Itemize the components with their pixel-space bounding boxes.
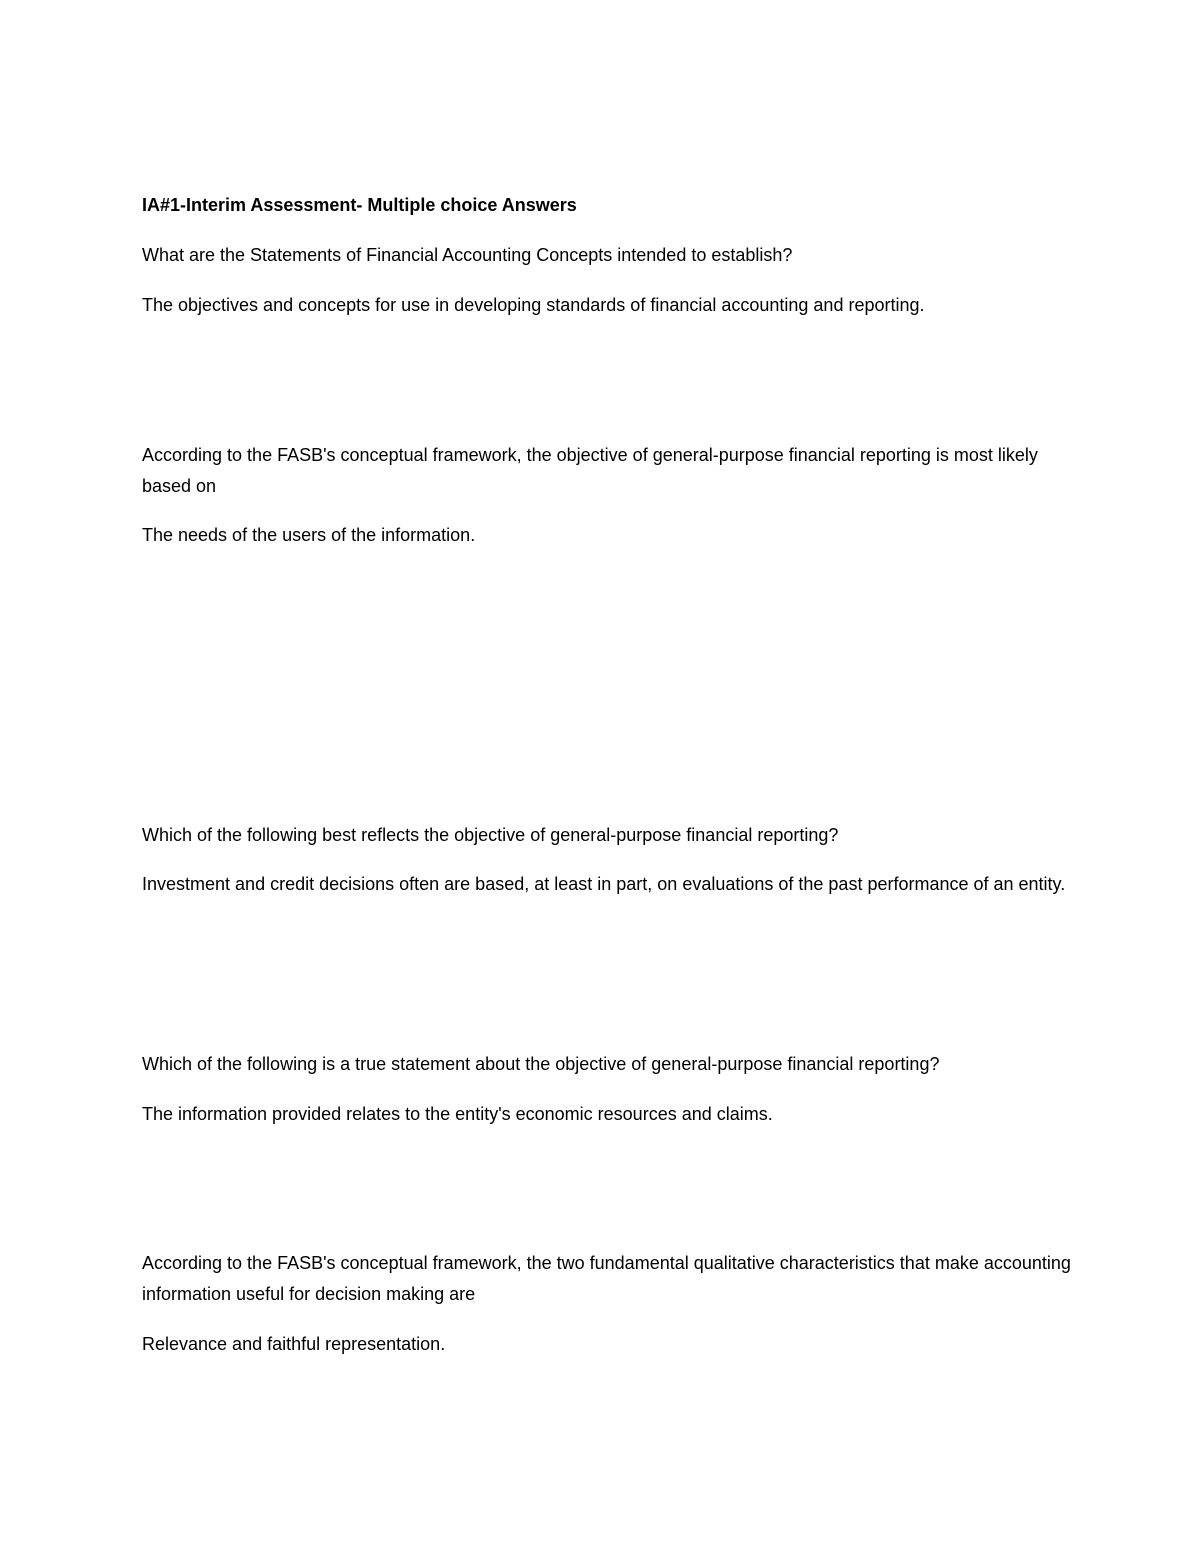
question-5: According to the FASB's conceptual framework, the two fundamental qualitative characteristics that make accounting information useful for decision making are — [142, 1253, 1071, 1304]
question-4: Which of the following is a true statement about the objective of general-purpose financial reporting? — [142, 1054, 940, 1074]
question-3: Which of the following best reflects the objective of general-purpose financial reporting? — [142, 825, 839, 845]
answer-3: Investment and credit decisions often are based, at least in part, on evaluations of the past performance of an entity. — [142, 874, 1066, 894]
question-1: What are the Statements of Financial Accounting Concepts intended to establish? — [142, 245, 793, 265]
answer-1: The objectives and concepts for use in developing standards of financial accounting and reporting. — [142, 295, 925, 315]
answer-5: Relevance and faithful representation. — [142, 1334, 446, 1354]
question-2: According to the FASB's conceptual framework, the objective of general-purpose financial reporting is most likely based on — [142, 445, 1038, 496]
document-title: IA#1-Interim Assessment- Multiple choice Answers — [142, 195, 577, 215]
answer-4: The information provided relates to the entity's economic resources and claims. — [142, 1104, 773, 1124]
answer-2: The needs of the users of the information. — [142, 525, 476, 545]
